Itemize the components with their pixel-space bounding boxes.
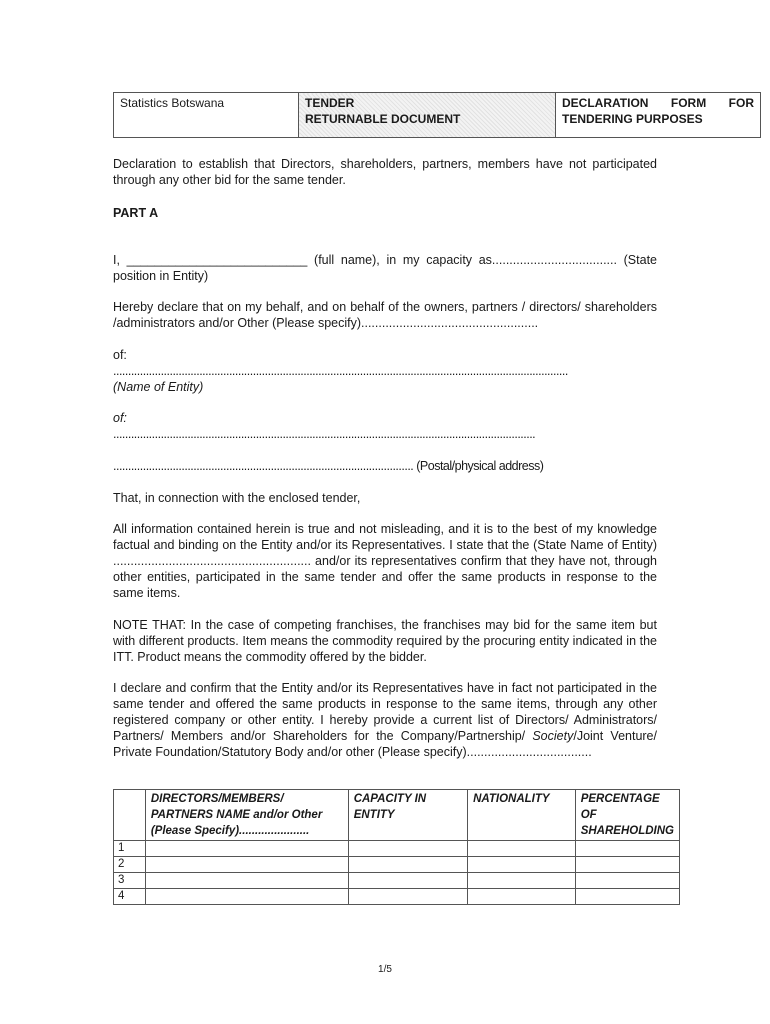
capacity-cell[interactable] xyxy=(348,873,467,889)
nationality-cell[interactable] xyxy=(468,873,576,889)
nationality-column-header: NATIONALITY xyxy=(468,790,576,841)
entity-name-caption: (Name of Entity) xyxy=(113,380,204,394)
declaration-statement: Hereby declare that on my behalf, and on behalf of the owners, partners / directors/ shareholders /administrators and/or Other (Please specify)................................................... xyxy=(113,300,657,330)
declare-text-part1: I declare and confirm that the Entity and/or its Representatives have in fact not participated in the same tender and offered the same products in response to the same items, through any other registered company or other entity. I hereby provide a current list of Directors/ Administrators/ Partners/ Members and/or Shareholders for the Company/Partnership/ xyxy=(113,681,657,743)
capacity-column-header: CAPACITY IN ENTITY xyxy=(348,790,467,841)
document-type-line1: TENDER xyxy=(305,96,355,110)
capacity-cell[interactable] xyxy=(348,841,467,857)
name-column-header: DIRECTORS/MEMBERS/ PARTNERS NAME and/or Other (Please Specify)...................... xyxy=(145,790,348,841)
capacity-statement: I, __________________________ (full name), in my capacity as.................................... (State position in Entity) xyxy=(113,253,657,283)
name-cell[interactable] xyxy=(145,889,348,905)
intro-text: Declaration to establish that Directors, shareholders, partners, members have not participated through any other bid for the same tender. xyxy=(113,157,657,187)
form-title-line2: TENDERING PURPOSES xyxy=(562,112,703,126)
of-label-address: of: xyxy=(113,411,127,425)
document-type-line2: RETURNABLE DOCUMENT xyxy=(305,112,461,126)
table-row xyxy=(114,889,680,905)
part-a-heading: PART A xyxy=(113,206,159,220)
percentage-cell[interactable] xyxy=(575,857,679,873)
note-paragraph: NOTE THAT: In the case of competing franchises, the franchises may bid for the same item but with different products. Item means the commodity required by the procuring entity indicated in the ITT. Product means the commodity offered by the bidder. xyxy=(113,618,657,664)
address-line: .............................................................................................................................................. xyxy=(113,427,536,441)
directors-table xyxy=(113,789,680,905)
name-cell[interactable] xyxy=(145,873,348,889)
declare-text-part2: /Joint Venture/ Private Foundation/Statutory Body and/or other (Please specify).................................... xyxy=(113,729,657,759)
row-number: 1 xyxy=(114,841,146,857)
information-paragraph: All information contained herein is true and not misleading, and it is to the best of my knowledge factual and binding on the Entity and/or its Representatives. I state that the (State Name of Entity) ......................................................... and/or its representatives confirm that they have not, through other entities, participated in the same tender and offer the same products in response to the same items. xyxy=(113,522,657,600)
row-number: 2 xyxy=(114,857,146,873)
declare-text-society: Society xyxy=(532,729,574,743)
nationality-cell[interactable] xyxy=(468,841,576,857)
name-cell[interactable] xyxy=(145,857,348,873)
table-row xyxy=(114,857,680,873)
percentage-cell[interactable] xyxy=(575,841,679,857)
name-cell[interactable] xyxy=(145,841,348,857)
capacity-cell[interactable] xyxy=(348,857,467,873)
percentage-cell[interactable] xyxy=(575,873,679,889)
form-title xyxy=(556,93,761,138)
form-title-line1: DECLARATION FORM FOR xyxy=(562,96,754,110)
page-number: 1/5 xyxy=(378,964,392,975)
capacity-cell[interactable] xyxy=(348,889,467,905)
table-header-row xyxy=(114,790,680,841)
nationality-cell[interactable] xyxy=(468,889,576,905)
declare-paragraph xyxy=(113,680,657,760)
nationality-cell[interactable] xyxy=(468,857,576,873)
row-number: 4 xyxy=(114,889,146,905)
table-row xyxy=(114,873,680,889)
row-number: 3 xyxy=(114,873,146,889)
percentage-cell[interactable] xyxy=(575,889,679,905)
organization-name: Statistics Botswana xyxy=(114,93,299,138)
header-table xyxy=(113,92,761,138)
document-type xyxy=(299,93,556,138)
row-number-header xyxy=(114,790,146,841)
table-row xyxy=(114,841,680,857)
percentage-column-header: PERCENTAGE OF SHAREHOLDING xyxy=(575,790,679,841)
postal-address-line: ..................................................................................................... (Postal/physical address) xyxy=(113,459,544,473)
entity-name-line: ......................................................................................................................................................... xyxy=(113,364,568,378)
of-label-entity: of: xyxy=(113,348,127,362)
connection-text: That, in connection with the enclosed tender, xyxy=(113,491,361,505)
